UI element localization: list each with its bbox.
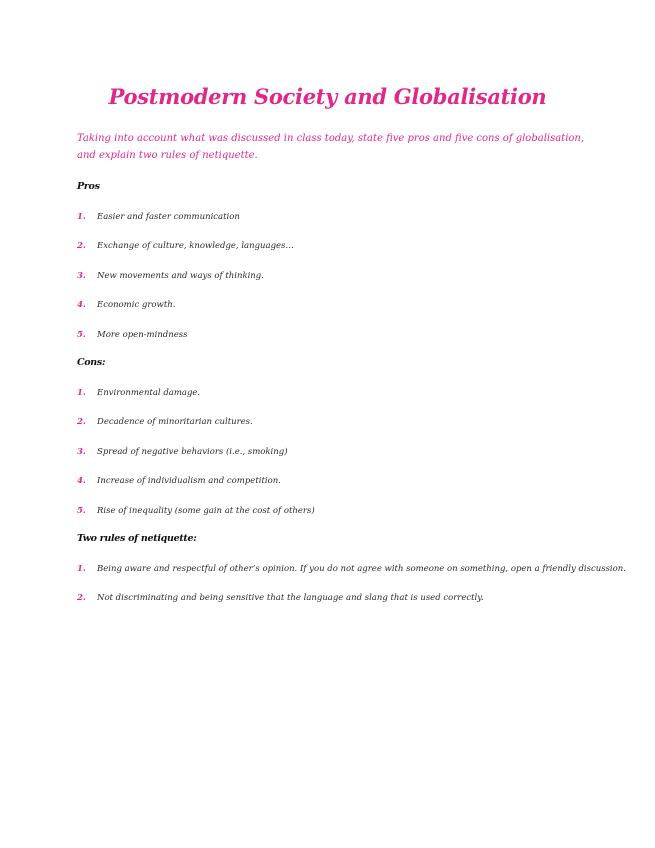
list-number: 2. (77, 417, 86, 428)
list-number: 2. (77, 241, 86, 252)
list-text: More open-mindness (97, 329, 188, 340)
list-text: Increase of individualism and competition. (97, 476, 281, 487)
list-text: Rise of inequality (some gain at the cost of others) (97, 505, 315, 516)
netiquette-heading: Two rules of netiquette: (77, 533, 197, 544)
document-title: Postmodern Society and Globalisation (108, 84, 547, 109)
list-number: 3. (77, 270, 86, 281)
list-number: 1. (77, 212, 86, 222)
list-number: 5. (77, 505, 86, 516)
list-text: Not discriminating and being sensitive that the language and slang that is used correctly. (97, 593, 484, 604)
pros-heading: Pros (77, 181, 100, 192)
list-number: 4. (77, 476, 86, 487)
list-text: Decadence of minoritarian cultures. (97, 417, 253, 428)
list-number: 4. (77, 300, 86, 311)
list-text: Spread of negative behaviors (i.e., smoking) (97, 446, 288, 457)
list-text: Environmental damage. (97, 388, 201, 398)
list-text: Exchange of culture, knowledge, languages… (97, 241, 294, 252)
list-number: 5. (77, 329, 86, 340)
list-text: New movements and ways of thinking. (97, 270, 264, 281)
list-number: 3. (77, 446, 86, 457)
intro-paragraph: Taking into account what was discussed in class today, state five pros and five cons of globalisation, and explain two rules of netiquette. (77, 133, 585, 161)
list-text: Easier and faster communication (97, 212, 240, 222)
list-number: 1. (77, 564, 86, 574)
list-text: Economic growth. (97, 300, 176, 311)
list-text: Being aware and respectful of other’s opinion. If you do not agree with someone on something, open a friendly discussion. (97, 564, 626, 574)
list-number: 2. (77, 593, 86, 604)
cons-heading: Cons: (77, 357, 106, 368)
list-number: 1. (77, 388, 86, 398)
